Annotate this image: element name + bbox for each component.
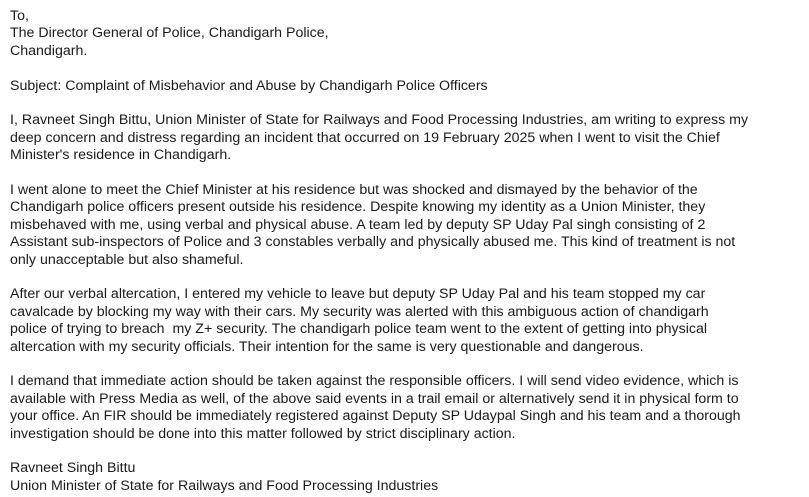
salutation: To, [10, 8, 29, 24]
paragraph-demand [10, 373, 799, 443]
subject-text: Subject: Complaint of Misbehavior and Abuse by Chandigarh Police Officers [10, 77, 488, 94]
paragraph-line: investigation should be done into this matter followed by strict disciplinary action. [10, 425, 516, 442]
paragraph-line: deep concern and distress regarding an incident that occurred on 19 February 2025 when I went to visit the Chief [10, 129, 720, 146]
paragraph-line: Chandigarh police officers present outside his residence. Despite knowing my identity as a Union Minister, they [10, 199, 706, 216]
recipient-name: The Director General of Police, Chandigarh Police, [10, 25, 329, 42]
paragraph-intro [10, 112, 799, 164]
paragraph-line: I went alone to meet the Chief Minister at his residence but was shocked and dismayed by the behavior of the [10, 182, 698, 199]
paragraph-incident [10, 182, 799, 269]
paragraph-line: I demand that immediate action should be taken against the responsible officers. I will send video evidence, which is [10, 373, 739, 390]
paragraph-line: Assistant sub-inspectors of Police and 3 constables verbally and physically abused me. This kind of treatment is not [10, 234, 736, 251]
paragraph-line: misbehaved with me, using verbal and physical abuse. A team led by deputy SP Uday Pal singh consisting of 2 [10, 216, 706, 233]
paragraph-line: Minister's residence in Chandigarh. [10, 147, 232, 164]
paragraph-line: only unacceptable but also shameful. [10, 251, 244, 268]
recipient-city: Chandigarh. [10, 42, 88, 59]
paragraph-line: After our verbal altercation, I entered my vehicle to leave but deputy SP Uday Pal and his team stopped my car [10, 286, 706, 303]
recipient-address [10, 8, 799, 60]
paragraph-line: your office. An FIR should be immediately registered against Deputy SP Udaypal Singh and his team and a thorough [10, 408, 741, 425]
signature-block [10, 460, 799, 495]
paragraph-line: available with Press Media as well, of the above said events in a trail email or alternatively send it in physical form to [10, 390, 739, 407]
signature-title: Union Minister of State for Railways and Food Processing Industries [10, 477, 439, 494]
paragraph-line: cavalcade by blocking my way with their cars. My security was alerted with this ambiguous action of chandigarh [10, 303, 709, 320]
paragraph-line: altercation with my security officials. Their intention for the same is very questionable and dangerous. [10, 338, 644, 355]
paragraph-line: police of trying to breach my Z+ security. The chandigarh police team went to the extent of getting into physical [10, 321, 708, 338]
paragraph-line: I, Ravneet Singh Bittu, Union Minister of State for Railways and Food Processing Industries, am writing to express my [10, 112, 749, 129]
paragraph-altercation [10, 286, 799, 356]
subject-line [10, 78, 799, 95]
signature-name: Ravneet Singh Bittu [10, 460, 136, 477]
